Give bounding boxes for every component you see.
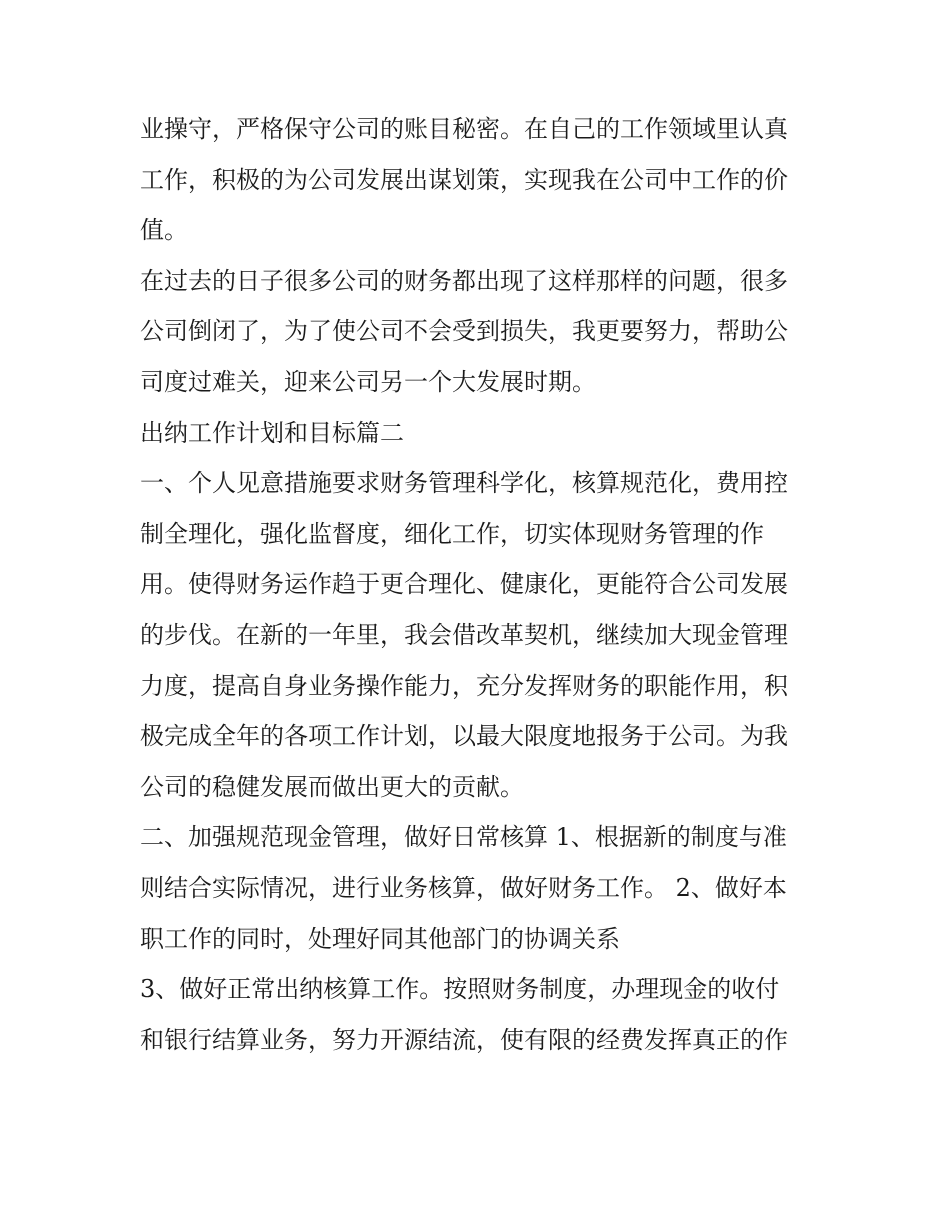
text-line: 公司倒闭了，为了使公司不会受到损失，我更要努力，帮助公 xyxy=(140,317,788,346)
text-line: 工作，积极的为公司发展出谋划策，实现我在公司中工作的价 xyxy=(140,165,788,194)
text-line: 用。使得财务运作趋于更合理化、健康化，更能符合公司发展 xyxy=(140,570,788,599)
text-line: 极完成全年的各项工作计划，以最大限度地报务于公司。为我 xyxy=(140,722,788,751)
section-heading: 出纳工作计划和目标篇二 xyxy=(140,418,404,447)
text-line: 一、个人见意措施要求财务管理科学化，核算规范化，费用控 xyxy=(140,469,788,498)
text-line: 则结合实际情况，进行业务核算，做好财务工作。 2、做好本 xyxy=(140,873,787,902)
text-line: 力度，提高自身业务操作能力，充分发挥财务的职能作用，积 xyxy=(140,671,788,700)
document-body xyxy=(140,104,820,1065)
text-line: 在过去的日子很多公司的财务都出现了这样那样的问题，很多 xyxy=(140,266,788,295)
text-line: 3、做好正常出纳核算工作。按照财务制度，办理现金的收付 xyxy=(140,975,780,1004)
text-line: 值。 xyxy=(140,216,188,245)
text-line: 职工作的同时，处理好同其他部门的协调关系 xyxy=(140,924,620,953)
text-line: 二、加强规范现金管理，做好日常核算 1、根据新的制度与准 xyxy=(140,823,787,852)
text-line: 的步伐。在新的一年里，我会借改革契机，继续加大现金管理 xyxy=(140,620,788,649)
text-line: 公司的稳健发展而做出更大的贡献。 xyxy=(140,772,524,801)
text-line: 和银行结算业务，努力开源结流，使有限的经费发挥真正的作 xyxy=(140,1025,788,1054)
text-line: 业操守，严格保守公司的账目秘密。在自己的工作领域里认真 xyxy=(140,115,788,143)
text-line: 司度过难关，迎来公司另一个大发展时期。 xyxy=(140,367,596,396)
text-line: 制全理化，强化监督度，细化工作，切实体现财务管理的作 xyxy=(140,519,764,548)
